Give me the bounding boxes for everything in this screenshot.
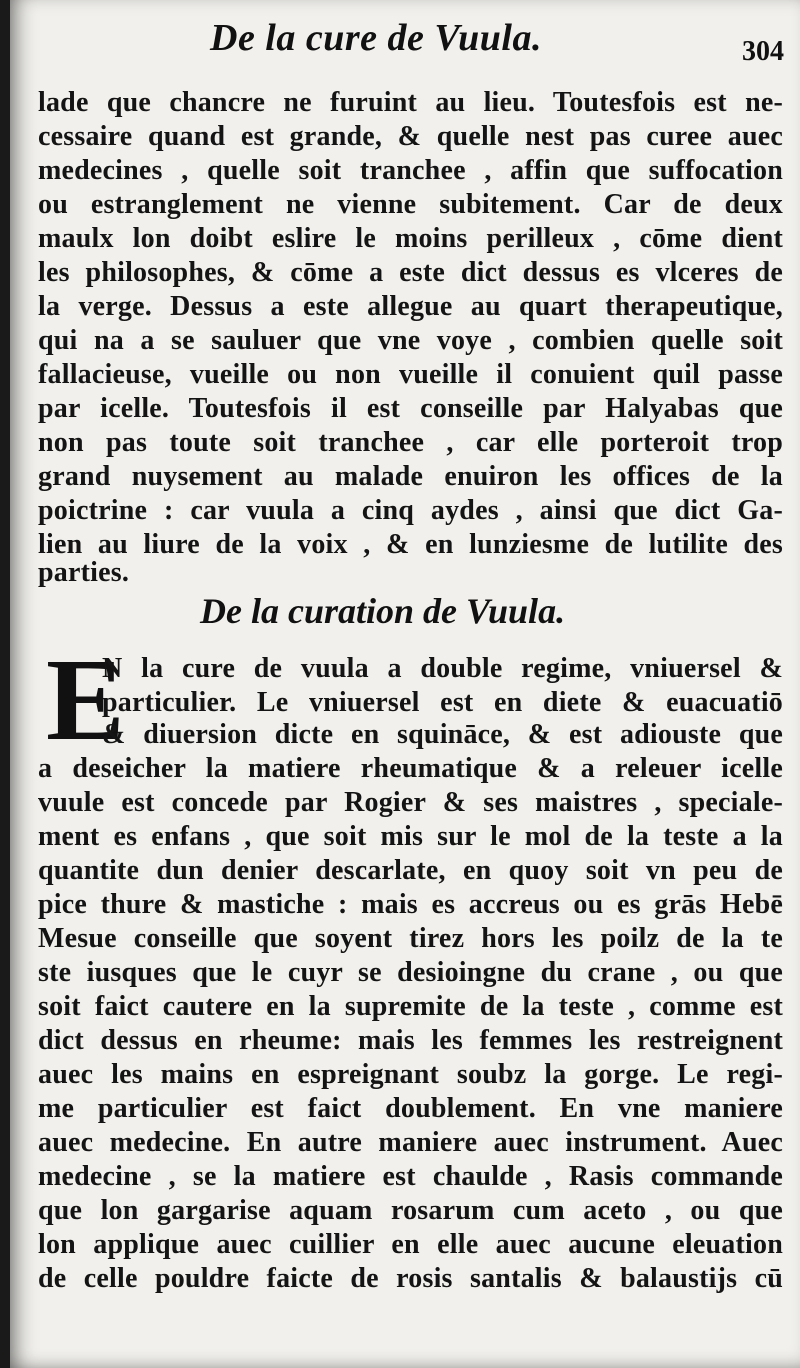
text-line: fallacieuse, vueille ou non vueille il conuient quil passe <box>38 359 783 390</box>
text-line: lien au liure de la voix , & en lunziesme de lutilite des <box>38 529 783 560</box>
book-page <box>10 0 800 1368</box>
text-line: par icelle. Toutesfois il est conseille par Halyabas que <box>38 393 783 424</box>
text-line: medecine , se la matiere est chaulde , Rasis commande <box>38 1161 783 1192</box>
text-line: & diuersion dicte en squināce, & est adiouste que <box>102 719 783 750</box>
text-line: la verge. Dessus a este allegue au quart therapeutique, <box>38 291 783 322</box>
text-line: a deseicher la matiere rheumatique & a releuer icelle <box>38 753 783 784</box>
running-title: De la cure de Vuula. <box>210 17 542 59</box>
text-line: non pas toute soit tranchee , car elle porteroit trop <box>38 427 783 458</box>
text-line: maulx lon doibt eslire le moins perilleux , cōme dient <box>38 223 783 254</box>
text-line: lade que chancre ne furuint au lieu. Toutesfois est ne- <box>38 87 783 118</box>
drop-cap: E <box>46 634 125 765</box>
text-line: ment es enfans , que soit mis sur le mol de la teste a la <box>38 821 783 852</box>
text-line: poictrine : car vuula a cinq aydes , ainsi que dict Ga- <box>38 495 783 526</box>
text-line: pice thure & mastiche : mais es accreus ou es grās Hebē <box>38 889 783 920</box>
text-line: les philosophes, & cōme a este dict dessus es vlceres de <box>38 257 783 288</box>
text-line: dict dessus en rheume: mais les femmes les restreignent <box>38 1025 783 1056</box>
page-number: 304 <box>742 36 784 67</box>
text-line: que lon gargarise aquam rosarum cum aceto , ou que <box>38 1195 783 1226</box>
page-header <box>10 14 800 67</box>
text-line: soit faict cautere en la supremite de la teste , comme est <box>38 991 783 1022</box>
text-line: vuule est concede par Rogier & ses maistres , speciale- <box>38 787 783 818</box>
text-line: ou estranglement ne vienne subitement. Car de deux <box>38 189 783 220</box>
text-line: qui na a se sauluer que vne voye , combien quelle soit <box>38 325 783 356</box>
text-line: auec medecine. En autre maniere auec instrument. Auec <box>38 1127 783 1158</box>
text-line: grand nuysement au malade enuiron les offices de la <box>38 461 783 492</box>
text-line: auec les mains en espreignant soubz la gorge. Le regi- <box>38 1059 783 1090</box>
text-line: me particulier est faict doublement. En vne maniere <box>38 1093 783 1124</box>
text-line: cessaire quand est grande, & quelle nest pas curee auec <box>38 121 783 152</box>
text-line: lon applique auec cuillier en elle auec aucune eleuation <box>38 1229 783 1260</box>
text-line: N la cure de vuula a double regime, vniuersel & <box>102 653 783 684</box>
section-heading: De la curation de Vuula. <box>200 591 566 631</box>
text-line: particulier. Le vniuersel est en diete & euacuatiō <box>102 687 783 718</box>
text-line: Mesue conseille que soyent tirez hors les poilz de la te <box>38 923 783 954</box>
text-line: de celle pouldre faicte de rosis santalis & balaustijs cū <box>38 1263 783 1294</box>
text-line: medecines , quelle soit tranchee , affin que suffocation <box>38 155 783 186</box>
text-line: ste iusques que le cuyr se desioingne du crane , ou que <box>38 957 783 988</box>
text-line: quantite dun denier descarlate, en quoy soit vn peu de <box>38 855 783 886</box>
text-line: parties. <box>38 557 130 588</box>
